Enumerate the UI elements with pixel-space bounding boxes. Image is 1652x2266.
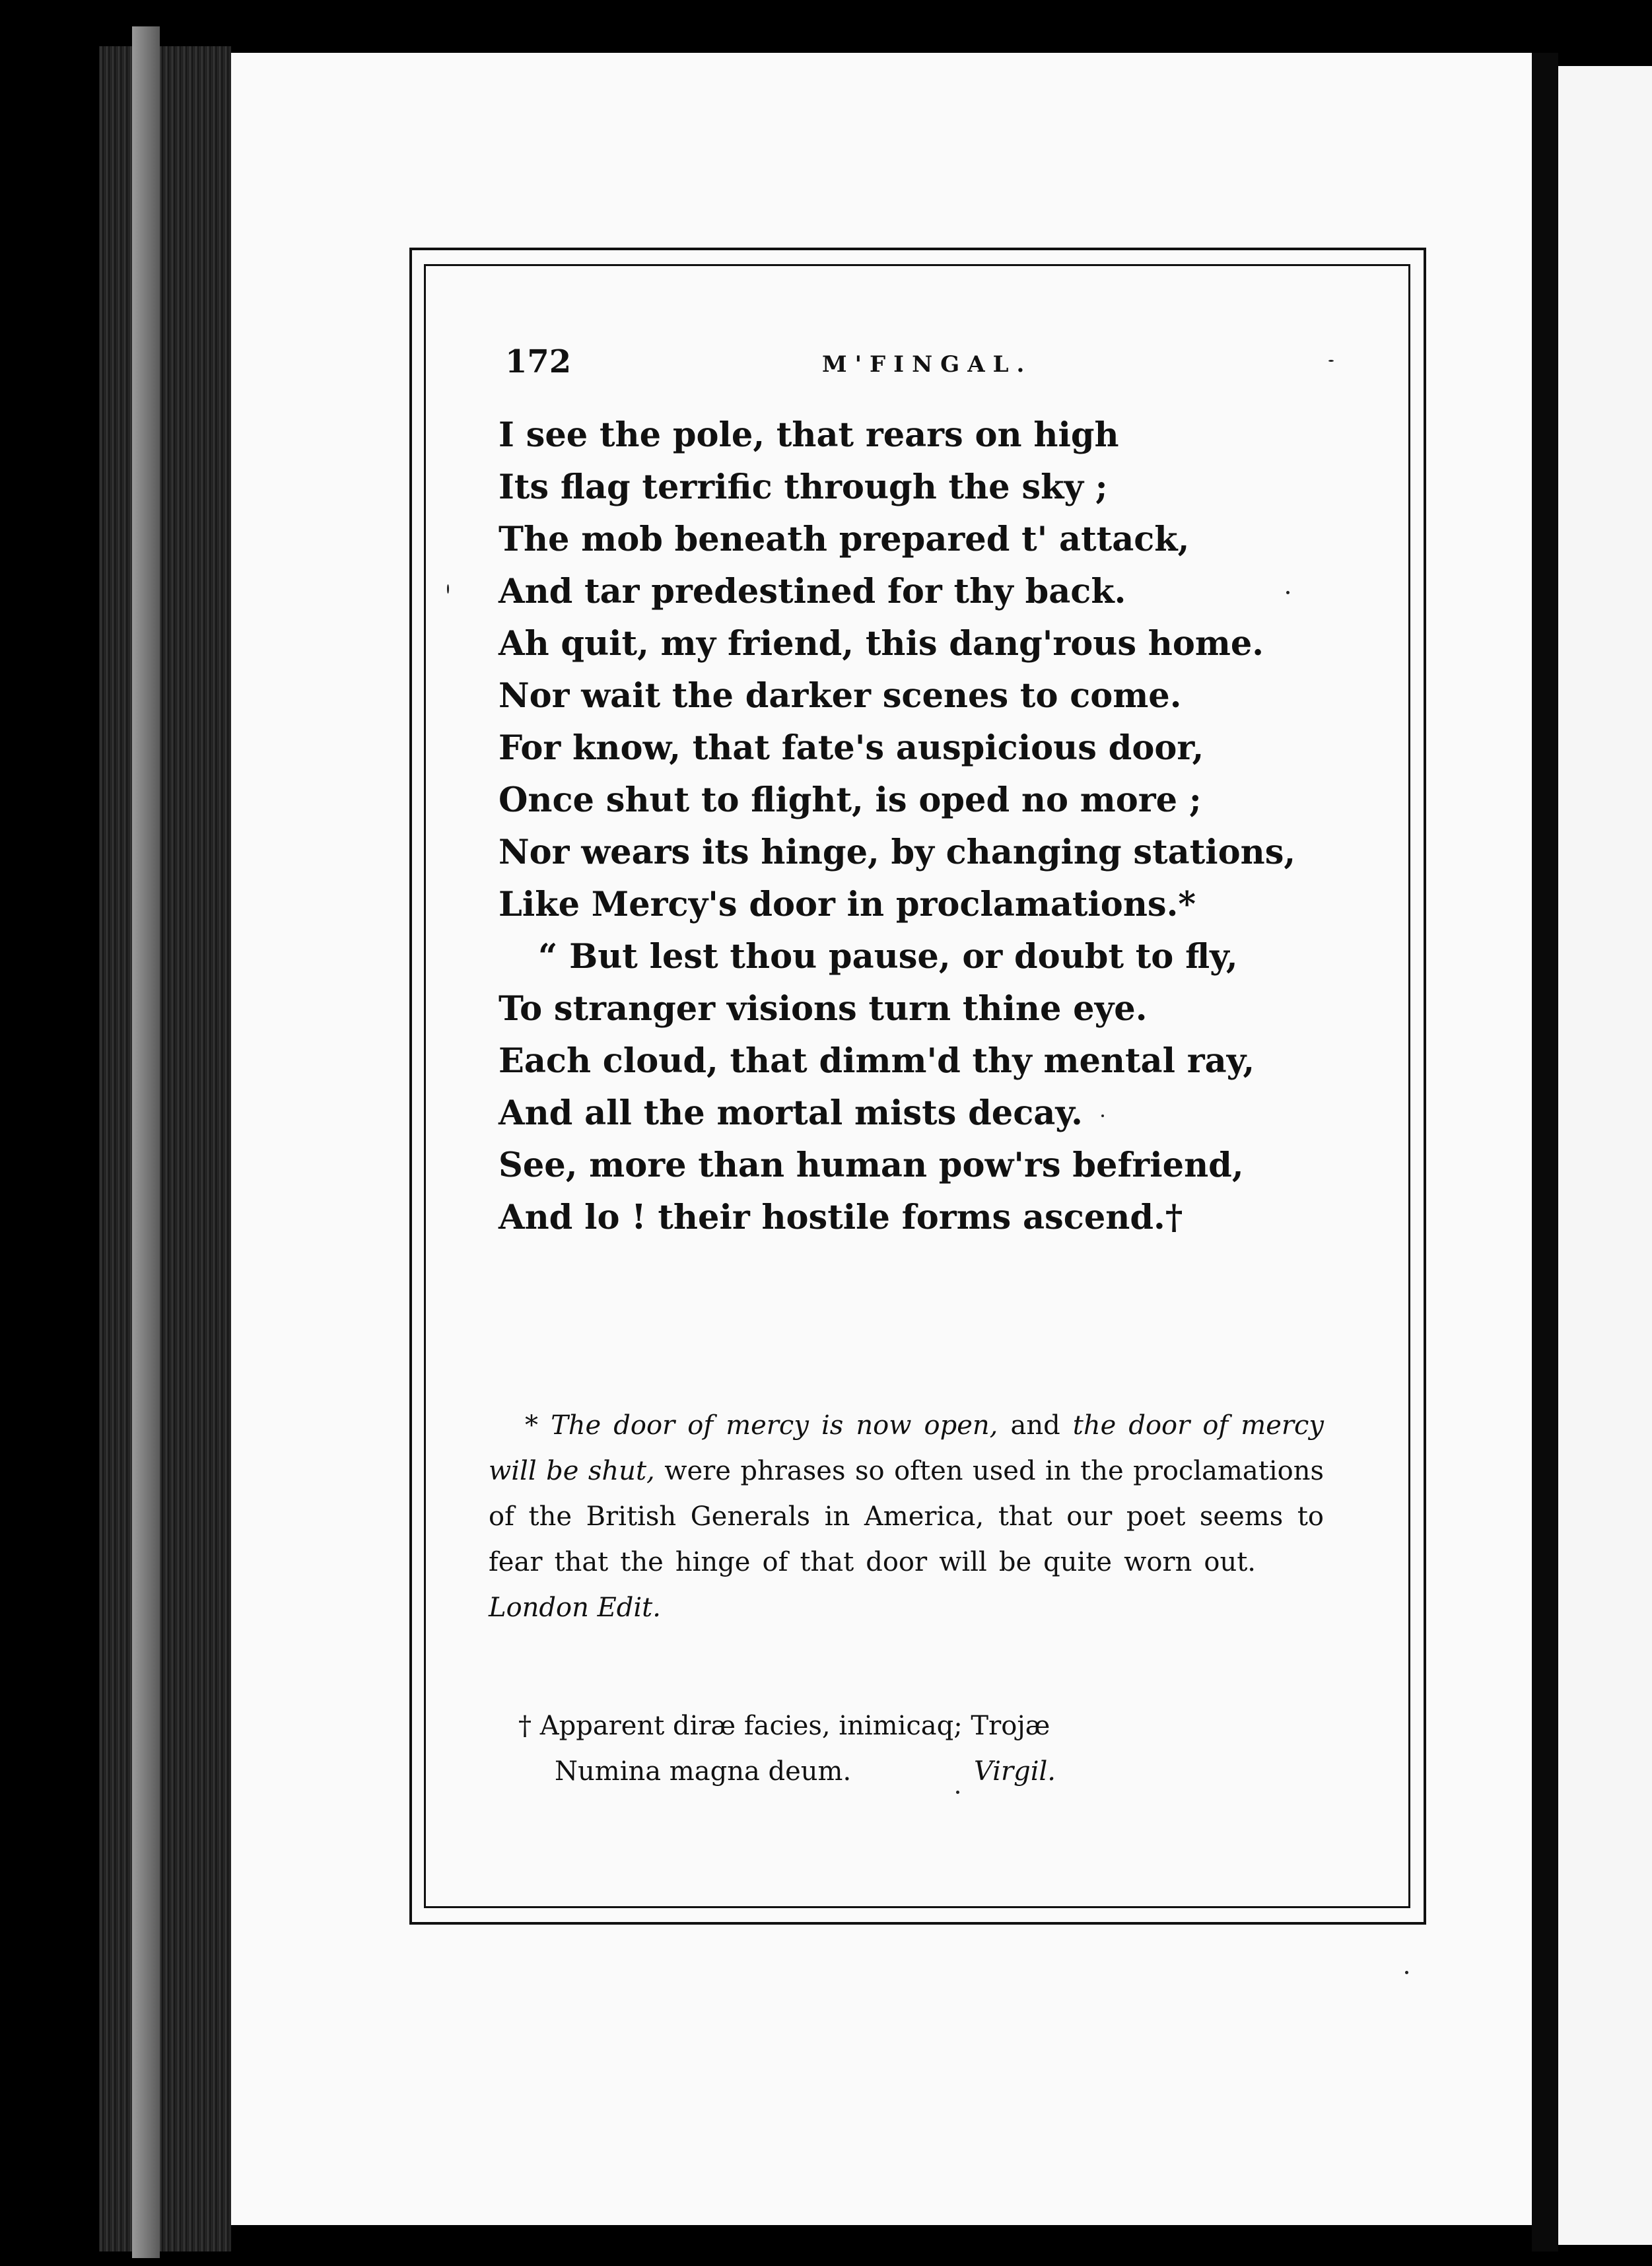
page-number: 172 <box>505 343 572 380</box>
print-speck <box>1101 1115 1104 1117</box>
footnote-quote-shut: the door of mercy will be shut, <box>489 1410 1325 1486</box>
poem-line: Like Mercy's door in proclamations.* <box>499 885 1196 924</box>
footnote-quote-open: The door of mercy is now open, <box>551 1410 998 1441</box>
page-header <box>505 343 1396 390</box>
footnote-asterisk: * <box>525 1410 538 1441</box>
footnote-citation: London Edit. <box>489 1593 661 1623</box>
poem-line: Ah quit, my friend, this dang'rous home. <box>499 624 1264 664</box>
poem-line: And lo ! their hostile forms ascend.† <box>499 1198 1183 1237</box>
footnote-dagger: † <box>518 1711 532 1741</box>
footnote-conjunction: and <box>1010 1410 1060 1441</box>
poem-line: I see the pole, that rears on high <box>499 415 1119 455</box>
footnote-virgil-line-2 <box>518 1749 1245 1795</box>
footnote-virgil-citation: Virgil. <box>974 1756 1056 1787</box>
poem-line: Nor wears its hinge, by changing stations, <box>499 833 1296 872</box>
running-title: M'FINGAL. <box>822 351 1033 378</box>
poem-text <box>499 409 1423 1244</box>
poem-line: Once shut to flight, is oped no more ; <box>499 780 1202 820</box>
footnote-marker <box>489 1410 525 1441</box>
poem-line: For know, that fate's auspicious door, <box>499 728 1204 768</box>
footnote-virgil <box>518 1703 1245 1795</box>
footnote-latin-line-1: Apparent diræ facies, inimicaq; Trojæ <box>539 1711 1050 1741</box>
poem-line: “ But lest thou pause, or doubt to fly, <box>538 937 1238 977</box>
print-speck <box>1286 591 1290 594</box>
footnote-body: were phrases so often used in the proclamations of the British Generals in America, that our poet seems to fear that the hinge of that door will be quite worn out. <box>489 1456 1324 1577</box>
print-speck <box>447 584 449 594</box>
poem-line: The mob beneath prepared t' attack, <box>499 520 1190 559</box>
footnote-mercy <box>489 1403 1324 1631</box>
poem-line: Its flag terrific through the sky ; <box>499 467 1108 507</box>
print-speck <box>1328 360 1334 362</box>
facing-page-edge <box>1558 66 1652 2245</box>
poem-line: See, more than human pow'rs befriend, <box>499 1146 1244 1185</box>
poem-line: And tar predestined for thy back. <box>499 572 1126 611</box>
footnote-latin-line-2: Numina magna deum. <box>555 1756 852 1787</box>
footnote-virgil-line-1 <box>518 1703 1245 1749</box>
book-spine-edge <box>132 26 160 2258</box>
poem-line: Each cloud, that dimm'd thy mental ray, <box>499 1041 1255 1081</box>
book-page-edges <box>99 46 231 2251</box>
print-speck <box>956 1791 959 1794</box>
book-gutter <box>1532 53 1558 2251</box>
print-speck <box>1405 1971 1408 1974</box>
poem-line: Nor wait the darker scenes to come. <box>499 676 1182 716</box>
poem-line: To stranger visions turn thine eye. <box>499 989 1148 1029</box>
poem-line: And all the mortal mists decay. <box>499 1093 1083 1133</box>
